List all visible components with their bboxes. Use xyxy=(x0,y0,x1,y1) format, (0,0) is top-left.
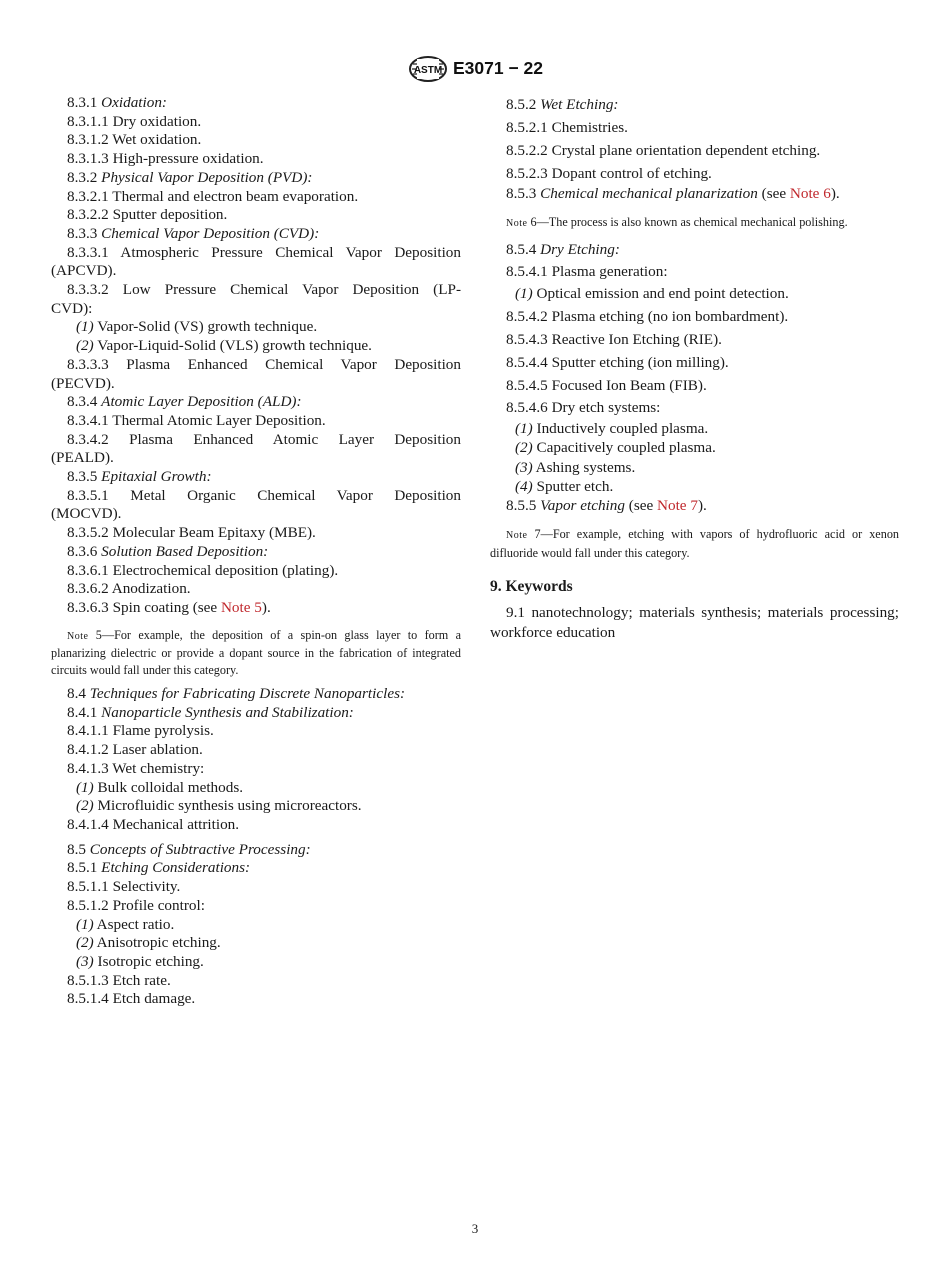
section-8-5-1-2-item-1: (1) Aspect ratio. xyxy=(76,915,175,933)
section-8-3-3-2-item-2: (2) Vapor-Liquid-Solid (VLS) growth technique. xyxy=(76,337,372,355)
section-8-5-1-2-item-2: (2) Anisotropic etching. xyxy=(76,934,221,952)
section-8-3-4: 8.3.4 Atomic Layer Deposition (ALD): xyxy=(67,393,302,411)
left-column xyxy=(51,94,461,1009)
section-9-1: 9.1 nanotechnology; materials synthesis; materials processing; workforce education xyxy=(490,603,899,641)
section-8-3-2-1: 8.3.2.1 Thermal and electron beam evaporation. xyxy=(67,187,359,205)
section-8-5-4-6-item-4: (4) Sputter etch. xyxy=(515,478,614,495)
section-8-5-1-4: 8.5.1.4 Etch damage. xyxy=(67,990,196,1008)
section-8-4-1-3-item-1: (1) Bulk colloidal methods. xyxy=(76,778,244,796)
section-8-3-3-2-item-1: (1) Vapor-Solid (VS) growth technique. xyxy=(76,318,318,336)
section-8-5-4: 8.5.4 Dry Etching: xyxy=(506,240,620,258)
section-8-5-1: 8.5.1 Etching Considerations: xyxy=(67,859,251,877)
note-5-link[interactable]: Note 5 xyxy=(220,598,262,616)
logo-text: ASTM xyxy=(413,65,443,76)
section-8-3-4-1: 8.3.4.1 Thermal Atomic Layer Deposition. xyxy=(67,411,326,429)
note-5: Note 5—For example, the deposition of a spin-on glass layer to form a planarizing dielectric or provide a dopant source in the fabrication of integrated circuits would fall under this category. xyxy=(51,627,461,678)
section-8-3-1-3: 8.3.1.3 High-pressure oxidation. xyxy=(67,150,264,168)
section-8-5-4-6-item-2: (2) Capacitively coupled plasma. xyxy=(515,439,716,456)
section-8-3-2-2: 8.3.2.2 Sputter deposition. xyxy=(67,206,228,224)
section-8-3-5-2: 8.3.5.2 Molecular Beam Epitaxy (MBE). xyxy=(67,524,316,542)
section-8-5-4-6: 8.5.4.6 Dry etch systems: xyxy=(506,398,661,416)
note-7: Note 7—For example, etching with vapors of hydrofluoric acid or xenon difluoride would fall under this category. xyxy=(490,527,900,560)
section-8-5-4-3: 8.5.4.3 Reactive Ion Etching (RIE). xyxy=(506,330,722,348)
section-8-4-1-2: 8.4.1.2 Laser ablation. xyxy=(67,741,203,759)
section-8-3-4-2: 8.3.4.2 Plasma Enhanced Atomic Layer Deposition (PEALD). xyxy=(51,430,461,467)
section-8-3-5: 8.3.5 Epitaxial Growth: xyxy=(67,468,212,486)
section-8-3-3-3: 8.3.3.3 Plasma Enhanced Chemical Vapor Deposition (PECVD). xyxy=(51,355,461,392)
section-8-5-4-5: 8.5.4.5 Focused Ion Beam (FIB). xyxy=(506,376,707,394)
section-8-5-2: 8.5.2 Wet Etching: xyxy=(506,96,619,113)
document-designation: E3071 − 22 xyxy=(453,58,544,78)
note-7-link[interactable]: Note 7 xyxy=(657,496,698,514)
section-8-3-5-1: 8.3.5.1 Metal Organic Chemical Vapor Deposition (MOCVD). xyxy=(51,486,461,523)
section-8-3-1: 8.3.1 Oxidation: xyxy=(67,94,167,111)
note-6-link[interactable]: Note 6 xyxy=(789,185,831,202)
section-8-5-1-1: 8.5.1.1 Selectivity. xyxy=(67,878,181,896)
section-8-5-4-6-item-3: (3) Ashing systems. xyxy=(515,458,636,476)
section-8-5-4-1-item-1: (1) Optical emission and end point detection. xyxy=(515,284,789,302)
section-8-3-3-1: 8.3.3.1 Atmospheric Pressure Chemical Vapor Deposition (APCVD). xyxy=(51,243,461,280)
section-8-5-4-1: 8.5.4.1 Plasma generation: xyxy=(506,262,668,280)
section-8-5-1-2: 8.5.1.2 Profile control: xyxy=(67,896,205,914)
section-8-3-6-2: 8.3.6.2 Anodization. xyxy=(67,580,191,598)
section-8-3-6-1: 8.3.6.1 Electrochemical deposition (plating). xyxy=(67,561,339,579)
section-8-4-1-4: 8.4.1.4 Mechanical attrition. xyxy=(67,816,240,833)
section-8-5-4-6-item-1: (1) Inductively coupled plasma. xyxy=(515,419,709,437)
section-8-3-1-1: 8.3.1.1 Dry oxidation. xyxy=(67,112,202,130)
right-column xyxy=(490,94,899,643)
section-8-3-3: 8.3.3 Chemical Vapor Deposition (CVD): xyxy=(67,224,320,242)
section-8-5-1-2-item-3: (3) Isotropic etching. xyxy=(76,952,204,970)
section-8-5-2-1: 8.5.2.1 Chemistries. xyxy=(506,119,628,136)
section-9-heading: 9. Keywords xyxy=(490,577,573,595)
section-8-5-4-2: 8.5.4.2 Plasma etching (no ion bombardment). xyxy=(506,307,789,325)
section-8-4-1: 8.4.1 Nanoparticle Synthesis and Stabilization: xyxy=(67,703,354,721)
section-8-4-1-3-item-2: (2) Microfluidic synthesis using microreactors. xyxy=(76,797,362,815)
section-8-5-3: 8.5.3 Chemical mechanical planarization (see Note 6). xyxy=(506,185,840,202)
section-8-5-2-2: 8.5.2.2 Crystal plane orientation dependent etching. xyxy=(506,142,821,159)
astm-logo-icon xyxy=(408,56,448,82)
page-header xyxy=(0,56,950,82)
section-8-3-3-2: 8.3.3.2 Low Pressure Chemical Vapor Deposition (LP- CVD): xyxy=(51,281,461,317)
section-8-3-2: 8.3.2 Physical Vapor Deposition (PVD): xyxy=(67,168,313,186)
note-6: Note 6—The process is also known as chemical mechanical polishing. xyxy=(506,214,848,229)
section-8-3-6-3: 8.3.6.3 Spin coating (see Note 5). xyxy=(67,598,271,616)
section-8-5: 8.5 Concepts of Subtractive Processing: xyxy=(67,840,311,858)
section-8-5-2-3: 8.5.2.3 Dopant control of etching. xyxy=(506,165,712,182)
section-8-4-1-3: 8.4.1.3 Wet chemistry: xyxy=(67,759,205,777)
section-8-4: 8.4 Techniques for Fabricating Discrete Nanoparticles: xyxy=(67,685,406,703)
section-8-3-1-2: 8.3.1.2 Wet oxidation. xyxy=(67,131,202,149)
section-8-5-1-3: 8.5.1.3 Etch rate. xyxy=(67,971,171,989)
page-number: 3 xyxy=(471,1221,479,1236)
section-8-3-6: 8.3.6 Solution Based Deposition: xyxy=(67,542,269,560)
section-8-5-5: 8.5.5 Vapor etching (see Note 7). xyxy=(506,496,707,514)
section-8-4-1-1: 8.4.1.1 Flame pyrolysis. xyxy=(67,722,214,740)
section-8-5-4-4: 8.5.4.4 Sputter etching (ion milling). xyxy=(506,353,729,371)
